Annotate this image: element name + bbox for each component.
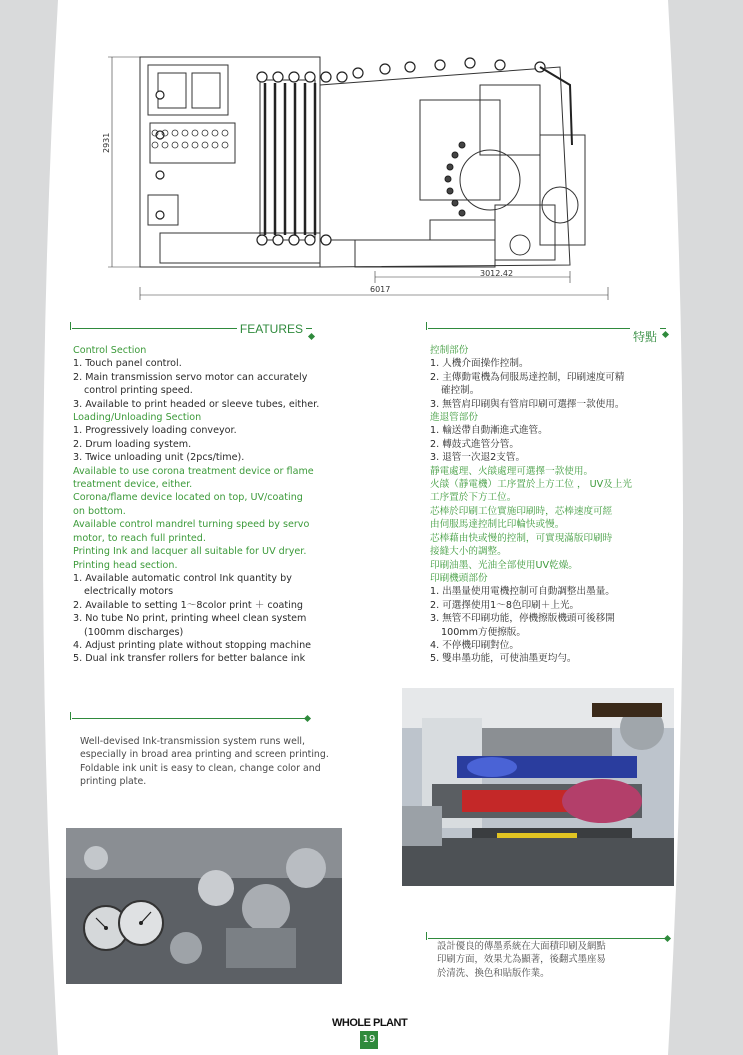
feature-line: 1. Touch panel control. — [73, 358, 182, 370]
dim-width-part: 3012.42 — [480, 269, 514, 278]
caption-line: 於清洗、換色和貼版作業。 — [437, 967, 550, 979]
caption-line: 設計優良的傳墨系統在大面積印刷及網點 — [437, 941, 606, 952]
dim-height: 2931 — [102, 132, 111, 153]
caption-en-header — [72, 708, 308, 728]
feature-line: 3. 退管一次退2支管。 — [430, 452, 526, 464]
feature-line: Printing head section. — [73, 559, 178, 571]
feature-line: 100mm方便擦版。 — [441, 626, 526, 638]
feature-line: 3. No tube No print, printing wheel clean system — [73, 613, 307, 625]
feature-line: treatment device, either. — [73, 479, 193, 491]
gauges-photo — [66, 828, 342, 984]
feature-line: 火燄（靜電機）工序置於上方工位 ， UV及上光 — [430, 479, 632, 491]
feature-line: 由伺服馬達控制比印輪快或慢。 — [430, 519, 565, 531]
machine-drawing — [100, 55, 640, 305]
header-rule — [428, 938, 668, 939]
feature-line: 2. 可選擇使用1～8色印刷＋上光。 — [430, 599, 580, 611]
feature-line: 3. Available to print headed or sleeve tubes, either. — [73, 398, 320, 410]
feature-line: 芯棒藉由快或慢的控制，可實現滿版印刷時 — [430, 532, 613, 544]
feature-line: on bottom. — [73, 505, 126, 517]
features-en-list — [73, 344, 333, 666]
feature-line: 1. Progressively loading conveyor. — [73, 425, 237, 437]
features-en-header — [72, 318, 312, 338]
feature-line: motor, to reach full printed. — [73, 532, 206, 544]
feature-line: 5. 雙串墨功能，可使油墨更均勻。 — [430, 653, 577, 665]
feature-line: Control Section — [73, 345, 147, 356]
caption-line: printing plate. — [80, 776, 147, 788]
feature-line: 3. 無管肩印刷與有管肩印刷可選擇一款使用。 — [430, 398, 625, 410]
feature-line: 5. Dual ink transfer rollers for better balance ink — [73, 653, 306, 665]
caption-zh — [437, 940, 667, 980]
feature-line: 1. 出墨量使用電機控制可自動調整出墨量。 — [430, 586, 615, 598]
feature-line: 2. Main transmission servo motor can accurately — [73, 371, 308, 383]
feature-line: 1. 輸送帶自動漸進式進管。 — [430, 425, 548, 437]
feature-line: 2. 主傳動電機為伺服馬達控制，印刷速度可精 — [430, 371, 625, 383]
feature-line: Available to use corona treatment device or flame — [73, 465, 314, 477]
feature-line: Loading/Unloading Section — [73, 412, 202, 424]
caption-line: especially in broad area printing and screen printing. — [80, 749, 329, 761]
feature-line: Available control mandrel turning speed by servo — [73, 519, 310, 531]
feature-line: 2. 轉鼓式進管分管。 — [430, 438, 519, 450]
feature-line: 4. Adjust printing plate without stopping machine — [73, 639, 312, 651]
features-zh-title: 特點 — [630, 328, 660, 345]
feature-line: 3. Twice unloading unit (2pcs/time). — [73, 452, 245, 464]
features-en-title: FEATURES — [237, 322, 306, 336]
feature-line: Printing Ink and lacquer all suitable for UV dryer. — [73, 546, 307, 558]
header-tick — [70, 712, 71, 720]
feature-line: 確控制。 — [441, 385, 480, 397]
caption-line: Well-devised Ink-transmission system runs well, — [80, 736, 306, 747]
feature-line: 工序置於下方工位。 — [430, 492, 517, 504]
feature-line: electrically motors — [84, 586, 174, 598]
feature-line: (100mm discharges) — [84, 626, 184, 638]
feature-line: 進退管部份 — [430, 412, 478, 424]
features-zh-header — [428, 318, 666, 344]
caption-line: 印刷方面，效果尤為顯著，後翻式墨座易 — [437, 954, 606, 966]
feature-line: Corona/flame device located on top, UV/coating — [73, 492, 303, 504]
feature-line: 4. 不停機印刷對位。 — [430, 639, 519, 651]
feature-line: 接縫大小的調整。 — [430, 546, 507, 558]
header-tick — [426, 322, 427, 330]
page-number: 19 — [360, 1031, 378, 1049]
printing-unit-photo — [402, 688, 674, 886]
feature-line: 2. Drum loading system. — [73, 438, 192, 450]
feature-line: 印刷機頭部份 — [430, 572, 488, 584]
page-curve-left — [18, 0, 58, 1055]
header-rule — [72, 718, 308, 719]
header-tick — [426, 932, 427, 940]
footer-title: WHOLE PLANT — [332, 1017, 408, 1029]
feature-line: 印刷油墨、光油全部使用UV乾燥。 — [430, 559, 578, 571]
feature-line: 控制部份 — [430, 345, 469, 356]
features-zh-list — [430, 344, 680, 666]
feature-line: 1. Available automatic control Ink quantity by — [73, 572, 292, 584]
feature-line: 芯棒於印刷工位實施印刷時，芯棒速度可經 — [430, 505, 613, 517]
header-tick — [70, 322, 71, 330]
feature-line: control printing speed. — [84, 385, 193, 397]
feature-line: 靜電處理、火燄處理可選擇一款使用。 — [430, 465, 594, 477]
machine-drawing-svg — [100, 55, 640, 305]
caption-line: Foldable ink unit is easy to clean, change color and — [80, 762, 321, 774]
feature-line: 2. Available to setting 1～8color print ＋ coating — [73, 599, 303, 611]
feature-line: 3. 無管不印刷功能，停機擦版機頭可後移開 — [430, 613, 615, 625]
feature-line: 1. 人機介面操作控制。 — [430, 358, 529, 370]
dim-width-total: 6017 — [370, 285, 391, 294]
caption-en — [80, 735, 330, 789]
